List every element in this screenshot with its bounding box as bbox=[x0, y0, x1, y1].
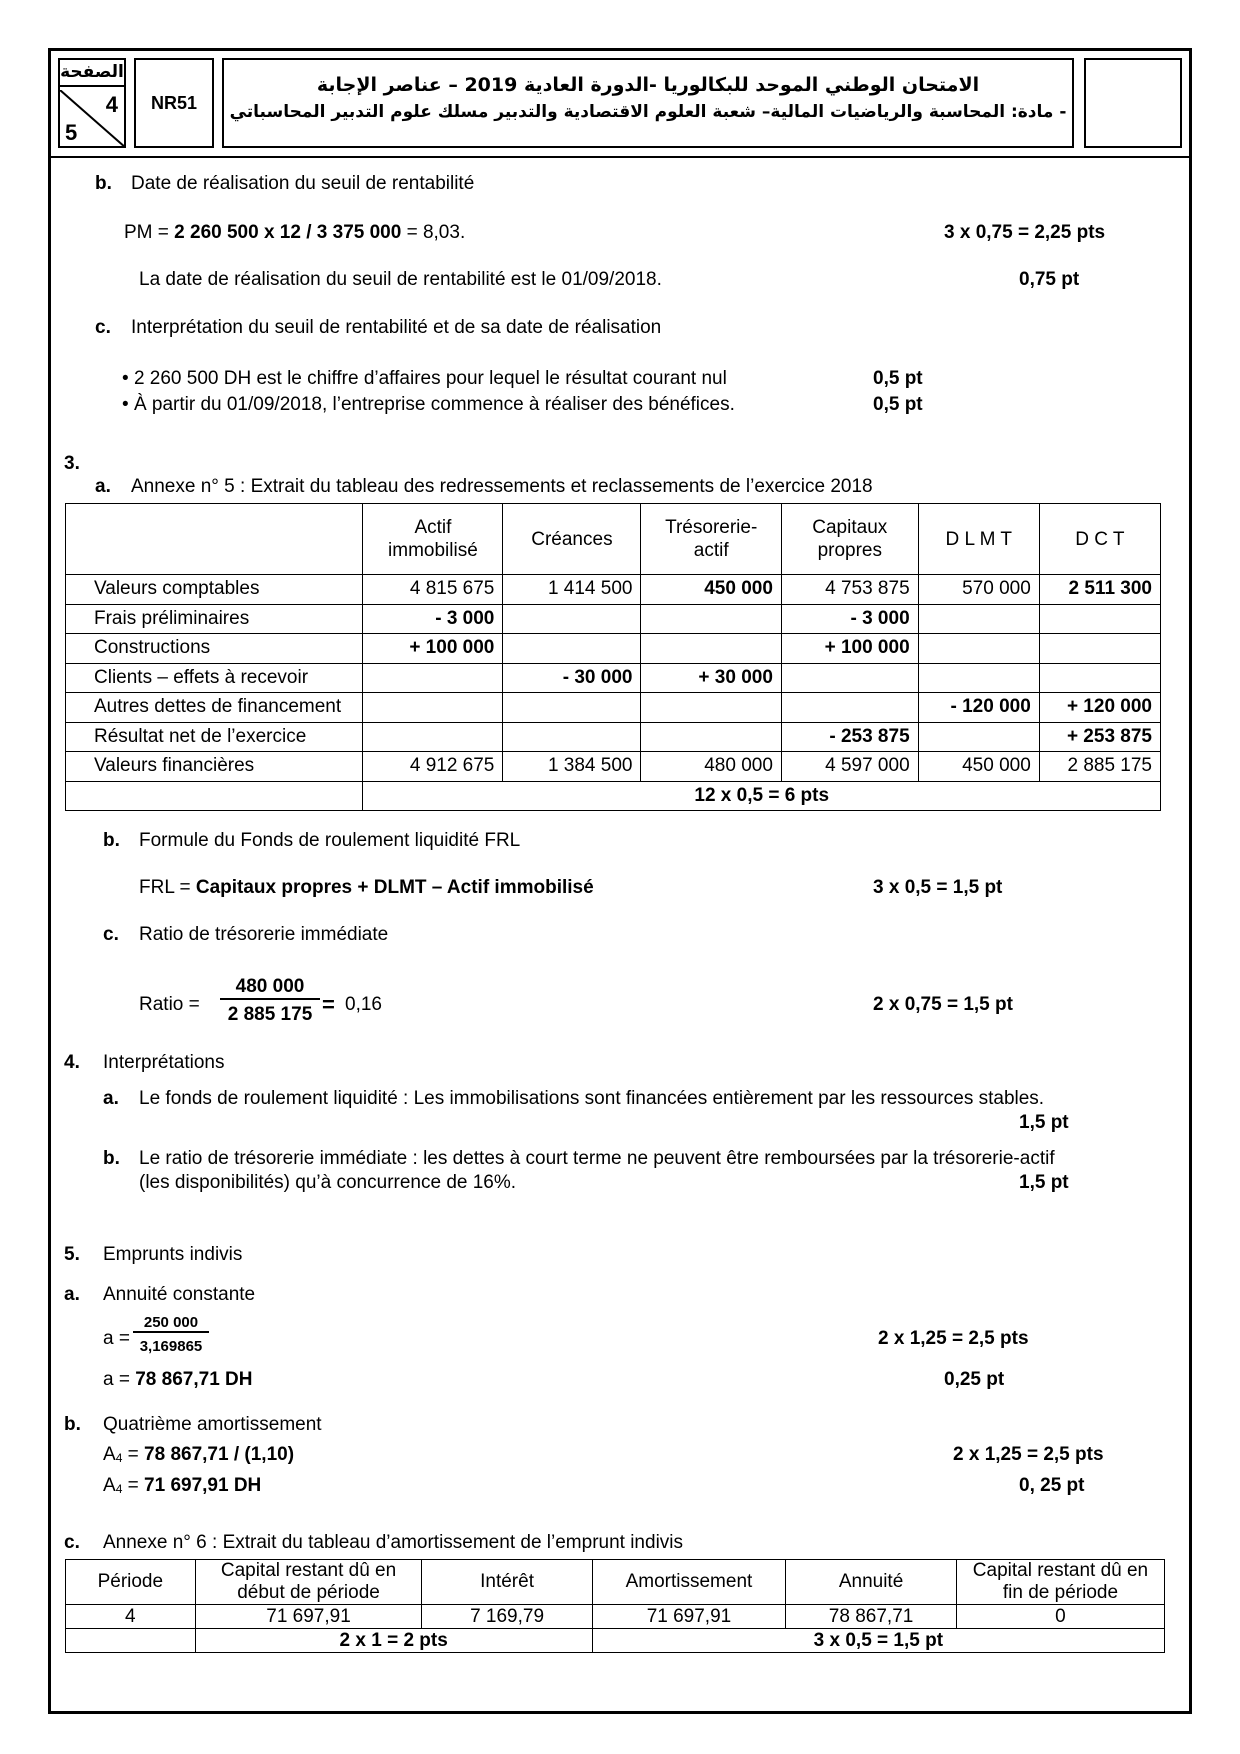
s5b-result-subscript: 4 bbox=[115, 1482, 123, 1496]
annexe6-column-header bbox=[786, 1560, 957, 1605]
annexe5-column-header-line: actif bbox=[693, 540, 729, 561]
annexe5-cell: 2 511 300 bbox=[1039, 575, 1160, 605]
s3c-points: 2 x 0,75 = 1,5 pt bbox=[873, 994, 1013, 1015]
s5-title: Emprunts indivis bbox=[103, 1244, 243, 1265]
annexe5-cell bbox=[918, 634, 1039, 664]
s5b-points: 2 x 1,25 = 2,5 pts bbox=[953, 1444, 1104, 1465]
s4a-points: 1,5 pt bbox=[1019, 1112, 1069, 1133]
annexe5-cell bbox=[641, 693, 781, 723]
s5a-denominator: 3,169865 bbox=[133, 1331, 209, 1355]
s5b-result-symbol: A bbox=[103, 1475, 116, 1496]
s5a-numerator: 250 000 bbox=[143, 1314, 199, 1331]
s2c-marker: c. bbox=[95, 317, 111, 338]
annexe5-cell: 450 000 bbox=[918, 752, 1039, 782]
annexe5-cell: - 3 000 bbox=[363, 604, 503, 634]
s5c-marker: c. bbox=[64, 1532, 80, 1553]
annexe6-footer-empty bbox=[66, 1629, 196, 1653]
annexe5-row-label: Clients – effets à recevoir bbox=[66, 663, 363, 693]
annexe5-cell bbox=[781, 693, 918, 723]
s4b-marker: b. bbox=[103, 1148, 120, 1169]
s4-number: 4. bbox=[64, 1052, 80, 1073]
s2c-bullet-2-text: À partir du 01/09/2018, l’entreprise commence à réaliser des bénéfices. bbox=[133, 394, 735, 415]
annexe5-column-header-line: Créances bbox=[531, 528, 613, 550]
s5b-result-equals: = bbox=[122, 1475, 145, 1496]
annexe5-cell bbox=[363, 722, 503, 752]
annexe5-cell: + 100 000 bbox=[363, 634, 503, 664]
annexe5-header-corner bbox=[66, 504, 363, 575]
s3b-formula-bold: Capitaux propres + DLMT – Actif immobilisé bbox=[195, 877, 594, 898]
annexe6-column-header-line: Capital restant dû en bbox=[220, 1560, 397, 1581]
s4-title: Interprétations bbox=[103, 1052, 225, 1073]
annexe5-cell bbox=[503, 634, 641, 664]
s2c-bullet-2-points: 0,5 pt bbox=[873, 394, 923, 415]
annexe5-row-label: Valeurs financières bbox=[66, 752, 363, 782]
s5b-title: Quatrième amortissement bbox=[103, 1414, 322, 1435]
annexe5-cell bbox=[641, 722, 781, 752]
s3b-points: 3 x 0,5 = 1,5 pt bbox=[873, 877, 1003, 898]
s5b-subscript: 4 bbox=[115, 1451, 123, 1465]
table-row bbox=[66, 693, 1161, 723]
annexe5-cell bbox=[641, 634, 781, 664]
annexe5-cell bbox=[781, 663, 918, 693]
s2c-title: Interprétation du seuil de rentabilité et de sa date de réalisation bbox=[131, 317, 662, 338]
s2b-date-text: La date de réalisation du seuil de rentabilité est le 01/09/2018. bbox=[139, 269, 662, 290]
s3c-fraction bbox=[220, 976, 320, 1026]
s5a-points: 2 x 1,25 = 2,5 pts bbox=[878, 1328, 1029, 1349]
annexe6-column-header-line: Intérêt bbox=[480, 1571, 534, 1592]
annexe5-column-header-line: D C T bbox=[1075, 528, 1125, 550]
annexe6-column-header bbox=[956, 1560, 1164, 1605]
annexe6-column-header bbox=[592, 1560, 786, 1605]
annexe5-row-label: Constructions bbox=[66, 634, 363, 664]
s4b-text-1: Le ratio de trésorerie immédiate : les dettes à court terme ne peuvent être remboursées par la trésorerie-actif bbox=[139, 1148, 1055, 1169]
exam-title-box bbox=[222, 58, 1074, 148]
s3b-formula bbox=[139, 877, 594, 899]
s2c-bullet-2: • À partir du 01/09/2018, l’entreprise commence à réaliser des bénéfices. bbox=[122, 394, 735, 415]
annexe5-cell bbox=[503, 693, 641, 723]
annexe5-row-label: Autres dettes de financement bbox=[66, 693, 363, 723]
s2b-formula-points: 3 x 0,75 = 2,25 pts bbox=[944, 222, 1106, 243]
annexe5-cell: - 120 000 bbox=[918, 693, 1039, 723]
exam-title-line1: الامتحان الوطني الموحد للبكالوريا -الدورة العادية 2019 – عناصر الإجابة bbox=[316, 74, 980, 96]
annexe6-cell: 7 169,79 bbox=[422, 1605, 592, 1629]
exam-code: NR51 bbox=[134, 58, 214, 148]
s5b-formula bbox=[103, 1444, 294, 1466]
annexe5-cell bbox=[503, 722, 641, 752]
s3c-result: 0,16 bbox=[345, 994, 382, 1015]
annexe5-column-header bbox=[1039, 504, 1160, 575]
s2b-formula-bold: 2 260 500 x 12 / 3 375 000 bbox=[174, 222, 402, 243]
annexe5-cell bbox=[1039, 663, 1160, 693]
annexe5-cell bbox=[1039, 634, 1160, 664]
s2b-marker: b. bbox=[95, 173, 112, 194]
table-row bbox=[66, 722, 1161, 752]
annexe5-column-header-line: Capitaux bbox=[812, 517, 888, 538]
s5a-marker: a. bbox=[64, 1284, 80, 1305]
exam-title-line2: - مادة: المحاسبة والرياضيات المالية– شعبة العلوم الاقتصادية والتدبير مسلك علوم التدبير المحاسباتي bbox=[229, 102, 1067, 122]
s5a-label: a = bbox=[103, 1328, 130, 1349]
s3c-marker: c. bbox=[103, 924, 119, 945]
s5-number: 5. bbox=[64, 1244, 80, 1265]
annexe6-column-header bbox=[195, 1560, 422, 1605]
annexe5-cell: - 253 875 bbox=[781, 722, 918, 752]
annexe5-column-header-line: propres bbox=[817, 540, 882, 561]
annexe5-cell: + 100 000 bbox=[781, 634, 918, 664]
s5a-result-value: 78 867,71 DH bbox=[135, 1369, 253, 1390]
annexe5-cell: 570 000 bbox=[918, 575, 1039, 605]
annexe6-footer-left-points: 2 x 1 = 2 pts bbox=[195, 1629, 592, 1653]
annexe6-table bbox=[65, 1559, 1165, 1653]
annexe5-row-label: Résultat net de l’exercice bbox=[66, 722, 363, 752]
annexe6-column-header-line: fin de période bbox=[1002, 1582, 1119, 1603]
s4b-points: 1,5 pt bbox=[1019, 1172, 1069, 1193]
header-divider bbox=[48, 156, 1192, 158]
annexe5-cell: 480 000 bbox=[641, 752, 781, 782]
s5a-result-label: a = bbox=[103, 1369, 136, 1390]
table-row bbox=[66, 634, 1161, 664]
s3-number: 3. bbox=[64, 453, 80, 474]
annexe5-column-header bbox=[781, 504, 918, 575]
s5a-result-points: 0,25 pt bbox=[944, 1369, 1005, 1390]
s3c-title: Ratio de trésorerie immédiate bbox=[139, 924, 389, 945]
page-label: الصفحة bbox=[60, 62, 124, 87]
annexe5-column-header-line: Actif bbox=[414, 517, 452, 538]
s2b-formula-prefix: PM = bbox=[124, 222, 175, 243]
page-number-box bbox=[58, 58, 126, 148]
s3c-denominator: 2 885 175 bbox=[220, 998, 320, 1026]
annexe5-cell: + 30 000 bbox=[641, 663, 781, 693]
annexe5-column-header-line: Trésorerie- bbox=[665, 517, 758, 538]
annexe5-column-header-line: D L M T bbox=[945, 528, 1012, 550]
annexe6-footer-right-points: 3 x 0,5 = 1,5 pt bbox=[592, 1629, 1164, 1653]
annexe5-cell bbox=[918, 604, 1039, 634]
s5a-result bbox=[103, 1369, 252, 1391]
s5b-marker: b. bbox=[64, 1414, 81, 1435]
s5c-title: Annexe n° 6 : Extrait du tableau d’amortissement de l’emprunt indivis bbox=[103, 1532, 684, 1553]
s5a-fraction bbox=[133, 1314, 209, 1355]
annexe6-column-header bbox=[422, 1560, 592, 1605]
s2b-title: Date de réalisation du seuil de rentabilité bbox=[131, 173, 475, 194]
s3b-marker: b. bbox=[103, 830, 120, 851]
s2c-bullet-1-points: 0,5 pt bbox=[873, 368, 923, 389]
annexe5-column-header bbox=[363, 504, 503, 575]
annexe5-cell bbox=[363, 693, 503, 723]
annexe6-cell: 0 bbox=[956, 1605, 1164, 1629]
table-row bbox=[66, 752, 1161, 782]
s3a-title: Annexe n° 5 : Extrait du tableau des redressements et reclassements de l’exercice 2018 bbox=[131, 476, 873, 497]
s2b-date-points: 0,75 pt bbox=[1019, 269, 1080, 290]
annexe5-row-label: Valeurs comptables bbox=[66, 575, 363, 605]
annexe6-cell: 78 867,71 bbox=[786, 1605, 957, 1629]
annexe5-cell: - 30 000 bbox=[503, 663, 641, 693]
s3c-numerator: 480 000 bbox=[235, 976, 305, 997]
s4a-text: Le fonds de roulement liquidité : Les immobilisations sont financées entièrement par les ressources stables. bbox=[139, 1088, 1045, 1109]
annexe5-column-header bbox=[641, 504, 781, 575]
annexe5-cell: 4 815 675 bbox=[363, 575, 503, 605]
s3a-marker: a. bbox=[95, 476, 111, 497]
annexe6-column-header-line: Annuité bbox=[838, 1571, 904, 1592]
annexe5-cell bbox=[918, 663, 1039, 693]
annexe6-column-header bbox=[66, 1560, 196, 1605]
s3b-title: Formule du Fonds de roulement liquidité FRL bbox=[139, 830, 521, 851]
annexe5-column-header-line: immobilisé bbox=[388, 540, 478, 561]
annexe5-cell: 1 414 500 bbox=[503, 575, 641, 605]
s2b-formula bbox=[124, 222, 465, 244]
annexe5-cell bbox=[918, 722, 1039, 752]
s4a-marker: a. bbox=[103, 1088, 119, 1109]
annexe5-cell: 1 384 500 bbox=[503, 752, 641, 782]
s2c-bullet-1: • 2 260 500 DH est le chiffre d’affaires pour lequel le résultat courant nul bbox=[122, 368, 727, 389]
annexe5-cell bbox=[363, 663, 503, 693]
logo-box bbox=[1084, 58, 1182, 148]
annexe5-footer-empty bbox=[66, 781, 363, 811]
annexe5-cell: 4 912 675 bbox=[363, 752, 503, 782]
s5b-formula-bold: 78 867,71 / (1,10) bbox=[144, 1444, 295, 1465]
annexe6-column-header-line: début de période bbox=[237, 1582, 380, 1603]
s5b-symbol: A bbox=[103, 1444, 116, 1465]
page-total: 5 bbox=[65, 120, 78, 145]
s5b-equals: = bbox=[122, 1444, 145, 1465]
annexe5-cell bbox=[503, 604, 641, 634]
annexe6-column-header-line: Période bbox=[97, 1571, 164, 1592]
annexe5-cell bbox=[1039, 604, 1160, 634]
s3c-ratio-label: Ratio = bbox=[139, 994, 200, 1015]
table-row bbox=[66, 575, 1161, 605]
s5b-result bbox=[103, 1475, 261, 1497]
page-current: 4 bbox=[105, 92, 118, 117]
s2c-bullet-1-text: 2 260 500 DH est le chiffre d’affaires pour lequel le résultat courant nul bbox=[133, 368, 727, 389]
s3c-equals: = bbox=[322, 992, 335, 1017]
annexe5-cell: 450 000 bbox=[641, 575, 781, 605]
annexe5-cell: 4 597 000 bbox=[781, 752, 918, 782]
annexe5-cell: - 3 000 bbox=[781, 604, 918, 634]
annexe5-cell: + 120 000 bbox=[1039, 693, 1160, 723]
annexe5-footer-points: 12 x 0,5 = 6 pts bbox=[363, 781, 1161, 811]
annexe6-cell: 71 697,91 bbox=[592, 1605, 786, 1629]
table-row bbox=[66, 604, 1161, 634]
annexe6-cell: 71 697,91 bbox=[195, 1605, 422, 1629]
annexe5-row-label: Frais préliminaires bbox=[66, 604, 363, 634]
annexe5-cell: 2 885 175 bbox=[1039, 752, 1160, 782]
annexe5-column-header bbox=[918, 504, 1039, 575]
annexe5-table bbox=[65, 503, 1161, 811]
table-row bbox=[66, 663, 1161, 693]
annexe6-cell: 4 bbox=[66, 1605, 196, 1629]
s5b-result-points: 0, 25 pt bbox=[1019, 1475, 1085, 1496]
table-row bbox=[66, 1605, 1165, 1629]
s5b-result-value: 71 697,91 DH bbox=[144, 1475, 262, 1496]
annexe5-cell: 4 753 875 bbox=[781, 575, 918, 605]
annexe5-cell bbox=[641, 604, 781, 634]
annexe5-column-header bbox=[503, 504, 641, 575]
s2b-formula-result: = 8,03. bbox=[401, 222, 466, 243]
s3b-formula-prefix: FRL = bbox=[139, 877, 196, 898]
s4b-text-2: (les disponibilités) qu’à concurrence de 16%. bbox=[139, 1172, 517, 1193]
s5a-title: Annuité constante bbox=[103, 1284, 256, 1305]
annexe5-cell: + 253 875 bbox=[1039, 722, 1160, 752]
annexe6-column-header-line: Amortissement bbox=[625, 1571, 753, 1592]
annexe6-column-header-line: Capital restant dû en bbox=[972, 1560, 1149, 1581]
